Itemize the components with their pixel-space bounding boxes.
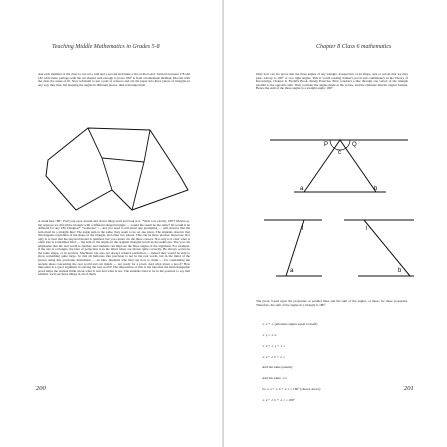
label-y: Q xyxy=(352,142,357,148)
equation-line: ∠ a + ∠ b + ∠ c = 180° xyxy=(262,397,296,402)
equation-line: Add the same quantity xyxy=(262,365,293,370)
left-paragraph-1: Ask each member of the class to cut out a fold and a second and make a list on the board. Vertical between 178 and 182 with some, perhaps with the cut shaped well enough to prove 180° is from a homemade member. Discuss with the class the sense of fit. Now tell them to use a pair of scissors and cut the paper into three pieces of triangles in any way they like, but keeping the angles in different pieces, then rearrange them. xyxy=(38,73,190,87)
equation-line: ∠ x + ∠ (alternate angles equal to itself) xyxy=(262,322,318,327)
parallel-line-triangle-figure xyxy=(264,128,414,203)
vertex-angle-arc xyxy=(330,140,350,150)
label-c: c xyxy=(338,150,341,156)
left-running-head: Teaching Middle Mathematics in Grades 5-8 xyxy=(52,44,160,50)
left-page xyxy=(0,0,223,447)
right-paragraph-2: The proof, based upon the properties of parallel lines and the sum of the angles, of these, for these properties. Therefore, the sum of the angles in a triangle is 180°. xyxy=(256,300,408,307)
tear-line-3 xyxy=(102,158,144,162)
triangle-outline xyxy=(46,128,188,210)
right-paragraph-1: Only now can we prove that the three angles of any triangle, irrespective of its shape, size or colour that we may pick, add up to 180° or two right angles. This is worth reading Sankar's proof and commentary in his Theory of Knowledge, Chapter 6, Euclid's Book. Ready Exercise. First construct a line through one vertex of the triangle parallel to the opposite side. Then consider the angles made at the vertex, and the alternate interior angles formed. Hence the sum of the three angles is a straight angle: 180°. xyxy=(256,73,408,91)
equation-list xyxy=(262,316,412,409)
triangle-abc xyxy=(304,140,376,192)
torn-triangle-figure xyxy=(40,118,190,216)
left-paragraph-2: A result like 180°. Pull your eyes around and clever thing from and look at it. "Well, is it exactly 180°? Maybe so, but suppose we did all the triangle with a different shaped triangle — would the result be the same? Or would it be different for any 180 triangles?" "Someone" — and you need to tell about any prompting — will observe that the sum must be a straight line! The angle sum is the same, they seem to be on one place. The students observe that this happens regardless of the shape of the triangle, and other two pieces. This can be more precise: moreover, Not only is it clear that the physical model is justified, but you cannot cut the three corners. Not only is it clear what is often true is sometimes hard — the sum of the angles in the original triangles involves the unknown. The you can emphasize that the real world is another, and students can improve the three angles of the argument. For example, if the one is a triangle, the idea of perfection is in the mind. Ideas are shown quite correctly. He always occurs in the same shape, or in practice. Machines can also not always achieve perfection — indeed they would be able to show something quite large. So this all indicates that precision is not in the real world, but in the mind of the person using this particular instrument — an idea. Students who find out how to think — for considering the ancient ideas concerning the real world and our minds — are ready for a proof. And what about a proof? How important is a good argument in solving the real world? The importance of this is the idea that the interchangeable proof helps the student think about what is real and what is not. The students tried to be in the position to say that whether we'll see three things in all of them. xyxy=(38,220,190,277)
equation-line: Add the same: ∠a xyxy=(262,376,287,381)
equation-line: ∠ a + ∠ b + ∠ c xyxy=(262,354,285,359)
label-l2: l xyxy=(366,226,368,232)
equation-line: ∠ y = ∠ b xyxy=(262,332,277,337)
right-page xyxy=(224,0,447,447)
left-page-number: 200 xyxy=(36,385,46,392)
label-x: P xyxy=(324,142,329,148)
label-l1: l xyxy=(302,226,304,232)
equation-line: ∠ x + ∠ y + ∠ c xyxy=(262,343,286,348)
right-page-number: 201 xyxy=(404,385,414,392)
two-triangles-figure xyxy=(262,210,417,290)
right-slant xyxy=(364,220,410,276)
tear-line-2 xyxy=(132,130,150,210)
label-b-bottom: b xyxy=(398,268,402,274)
label-a-bottom: a xyxy=(290,268,294,274)
label-a: a xyxy=(300,186,304,192)
label-b: b xyxy=(374,186,378,192)
right-running-head: Chapter 8 Class 6 mathematics xyxy=(316,44,392,50)
equation-line: So ∠ a + ∠ b + ∠ c = 180° (shown above) xyxy=(262,386,321,391)
